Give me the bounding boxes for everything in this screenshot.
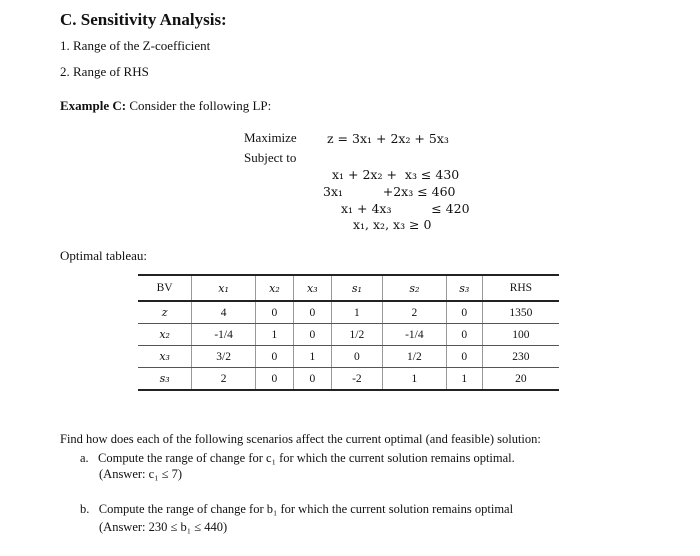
table-cell: 0 (446, 346, 482, 368)
section-heading: C. Sensitivity Analysis: (60, 10, 227, 29)
example-text: Consider the following LP: (126, 98, 272, 113)
table-cell: 100 (482, 324, 559, 346)
optimal-tableau-label: Optimal tableau: (60, 248, 148, 263)
header-rhs: RHS (482, 275, 559, 301)
table-cell: 1 (383, 368, 447, 391)
question-a: a. Compute the range of change for c₁ for which the current solution remains optimal. (80, 451, 515, 465)
table-cell: 0 (255, 346, 293, 368)
table-cell: 1350 (482, 301, 559, 324)
table-cell: -1/4 (192, 324, 256, 346)
table-cell: 20 (482, 368, 559, 391)
table-row (138, 324, 559, 346)
example-label: Example C: (60, 98, 127, 113)
row-basic-variable: z (138, 301, 192, 324)
table-cell: 0 (446, 301, 482, 324)
table-cell: 3/2 (192, 346, 256, 368)
table-cell: 2 (192, 368, 256, 391)
header-x3: x₃ (293, 275, 331, 301)
constraint-2: 3x₁ +2x₃ ≤ 460 (323, 184, 456, 199)
table-cell: 230 (482, 346, 559, 368)
table-cell: 1/2 (383, 346, 447, 368)
table-cell: 2 (383, 301, 447, 324)
table-row (138, 368, 559, 391)
table-cell: 1 (293, 346, 331, 368)
question-b-answer: (Answer: 230 ≤ b₁ ≤ 440) (99, 520, 228, 534)
table-cell: 0 (293, 324, 331, 346)
question-b: b. Compute the range of change for b₁ for which the current solution remains optimal (80, 502, 514, 516)
header-s2: s₂ (383, 275, 447, 301)
constraint-3: x₁ + 4x₃ ≤ 420 (341, 201, 470, 216)
table-cell: 0 (446, 324, 482, 346)
table-cell: 1 (255, 324, 293, 346)
tableau-header-row (138, 275, 559, 301)
questions-intro: Find how does each of the following scenarios affect the current optimal (and feasible) solution: (60, 432, 541, 446)
table-cell: -2 (331, 368, 382, 391)
header-x2: x₂ (255, 275, 293, 301)
table-cell: 4 (192, 301, 256, 324)
table-cell: 0 (293, 368, 331, 391)
maximize-label: Maximize (244, 130, 297, 145)
table-cell: 1/2 (331, 324, 382, 346)
table-cell: -1/4 (383, 324, 447, 346)
table-row (138, 346, 559, 368)
list-item-rhs: 2. Range of RHS (60, 64, 149, 79)
header-x1: x₁ (192, 275, 256, 301)
header-s3: s₃ (446, 275, 482, 301)
row-basic-variable: s₃ (138, 368, 192, 391)
example-intro (60, 98, 271, 114)
row-basic-variable: x₂ (138, 324, 192, 346)
table-cell: 0 (293, 301, 331, 324)
table-cell: 1 (446, 368, 482, 391)
table-cell: 0 (255, 368, 293, 391)
table-row (138, 301, 559, 324)
row-basic-variable: x₃ (138, 346, 192, 368)
optimal-tableau (138, 274, 559, 391)
list-item-z-coefficient: 1. Range of the Z-coefficient (60, 38, 211, 53)
header-s1: s₁ (331, 275, 382, 301)
question-a-answer: (Answer: c₁ ≤ 7) (99, 467, 183, 481)
objective-function: z = 3x₁ + 2x₂ + 5x₃ (327, 131, 449, 146)
subject-to-label: Subject to (244, 150, 297, 165)
table-cell: 1 (331, 301, 382, 324)
table-cell: 0 (255, 301, 293, 324)
header-bv: BV (138, 275, 192, 301)
nonnegativity-constraint: x₁, x₂, x₃ ≥ 0 (353, 217, 432, 232)
table-cell: 0 (331, 346, 382, 368)
constraint-1: x₁ + 2x₂ + x₃ ≤ 430 (332, 167, 460, 182)
